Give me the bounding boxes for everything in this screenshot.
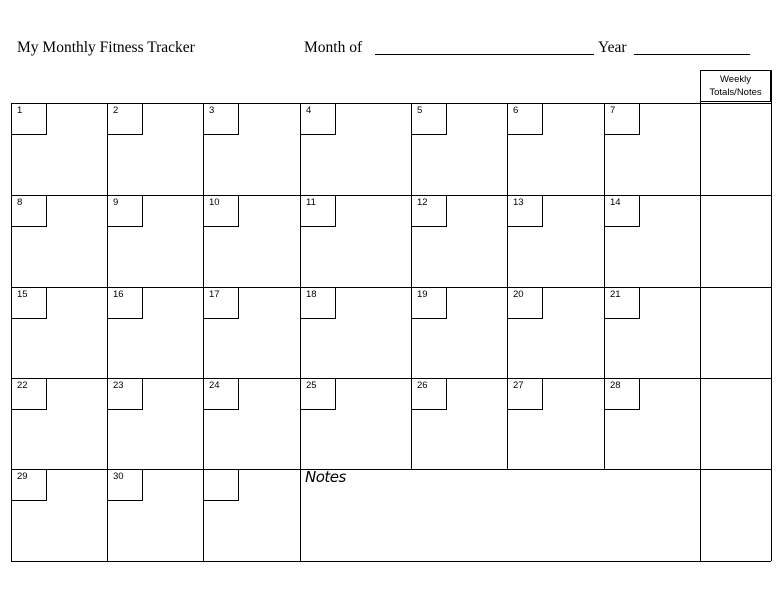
day-number-box[interactable]: 9 [108,196,143,227]
day-number-box[interactable]: 10 [204,196,239,227]
grid-vline [604,103,605,469]
day-number-box[interactable] [204,470,239,501]
day-number-box[interactable]: 20 [508,288,543,319]
day-number-box[interactable]: 25 [301,379,336,410]
weekly-header-line2: Totals/Notes [709,87,762,98]
day-number-box[interactable]: 19 [412,288,447,319]
month-label: Month of [304,39,363,56]
day-number-box[interactable]: 23 [108,379,143,410]
day-number-box[interactable]: 16 [108,288,143,319]
day-number-box[interactable]: 11 [301,196,336,227]
day-number-box[interactable]: 22 [12,379,47,410]
day-number-box[interactable]: 2 [108,104,143,135]
day-number-box[interactable]: 12 [412,196,447,227]
day-number-box[interactable]: 4 [301,104,336,135]
year-label: Year [598,39,627,56]
day-number-box[interactable]: 30 [108,470,143,501]
weekly-totals-header [700,70,771,102]
weekly-header-line1: Weekly [720,74,751,85]
page-title: My Monthly Fitness Tracker [17,39,195,56]
day-number-box[interactable]: 21 [605,288,640,319]
grid-vline [771,70,772,561]
grid-vline [300,103,301,561]
day-number-box[interactable]: 7 [605,104,640,135]
day-number-box[interactable]: 1 [12,104,47,135]
day-number-box[interactable]: 29 [12,470,47,501]
notes-label: Notes [305,468,346,486]
year-field-line[interactable] [634,54,750,55]
grid-hline [11,561,771,562]
day-number-box[interactable]: 5 [412,104,447,135]
day-number-box[interactable]: 8 [12,196,47,227]
day-number-box[interactable]: 27 [508,379,543,410]
day-number-box[interactable]: 15 [12,288,47,319]
day-number-box[interactable]: 24 [204,379,239,410]
day-number-box[interactable]: 18 [301,288,336,319]
day-number-box[interactable]: 26 [412,379,447,410]
grid-vline [507,103,508,469]
day-number-box[interactable]: 17 [204,288,239,319]
day-number-box[interactable]: 6 [508,104,543,135]
day-number-box[interactable]: 14 [605,196,640,227]
day-number-box[interactable]: 28 [605,379,640,410]
day-number-box[interactable]: 13 [508,196,543,227]
grid-vline [411,103,412,469]
grid-vline [700,70,701,561]
day-number-box[interactable]: 3 [204,104,239,135]
month-field-line[interactable] [375,54,594,55]
